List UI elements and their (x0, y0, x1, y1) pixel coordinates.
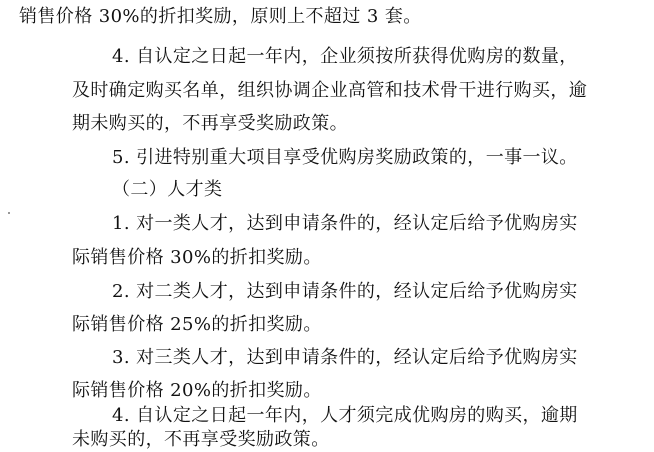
text-line-10: 际销售价格 25%的折扣奖励。 (72, 314, 322, 335)
text-line-4: 期未购买的，不再享受奖励政策。 (72, 113, 348, 134)
text-line-9: 2. 对二类人才，达到申请条件的，经认定后给予优购房实 (112, 281, 578, 302)
scan-speck (8, 212, 10, 214)
text-line-12: 际销售价格 20%的折扣奖励。 (72, 380, 322, 401)
text-line-13: 4. 自认定之日起一年内，人才须完成优购房的购买，逾期 (112, 405, 578, 426)
text-line-1: 销售价格 30%的折扣奖励，原则上不超过 3 套。 (19, 6, 422, 27)
text-line-5: 5. 引进特别重大项目享受优购房奖励政策的，一事一议。 (112, 147, 578, 168)
text-line-8: 际销售价格 30%的折扣奖励。 (72, 247, 322, 268)
text-line-3: 及时确定购买名单，组织协调企业高管和技术骨干进行购买，逾 (72, 80, 588, 101)
text-line-14: 未购买的，不再享受奖励政策。 (72, 429, 330, 450)
text-line-11: 3. 对三类人才，达到申请条件的，经认定后给予优购房实 (112, 347, 578, 368)
text-line-7: 1. 对一类人才，达到申请条件的，经认定后给予优购房实 (112, 213, 578, 234)
section-heading: （二）人才类 (112, 179, 223, 200)
text-line-2: 4. 自认定之日起一年内，企业须按所获得优购房的数量， (112, 46, 578, 67)
